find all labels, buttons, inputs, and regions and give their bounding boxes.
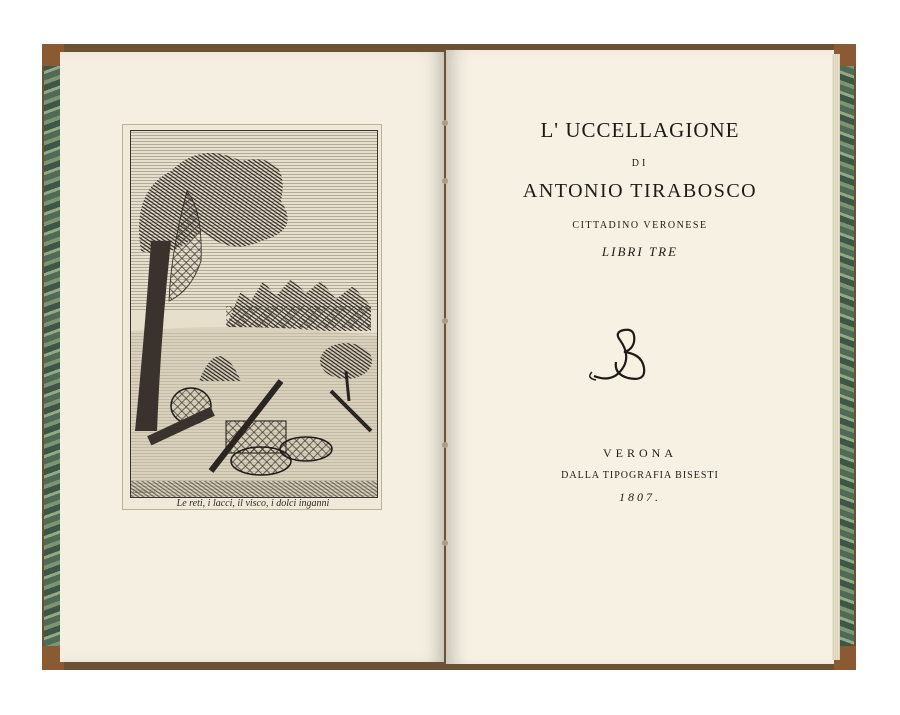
frontispiece-engraving: [130, 130, 378, 498]
printer-monogram-icon: [584, 326, 660, 386]
binding-stitch: [442, 318, 448, 324]
page-edges: [832, 54, 840, 660]
engraving-illustration: [131, 131, 377, 497]
marbled-board-right: [838, 56, 854, 656]
binding-stitch: [442, 540, 448, 546]
engraving-caption: Le reti, i lacci, il visco, i dolci inganni: [176, 498, 330, 509]
imprint-place: VERONA: [603, 446, 677, 460]
book-title: L' UCCELLAGIONE: [540, 118, 740, 142]
imprint-printer: DALLA TIPOGRAFIA BISESTI: [561, 470, 719, 481]
bird-net-screen: [226, 306, 371, 328]
volumes-label: LIBRI TRE: [601, 244, 679, 259]
imprint-year: 1807.: [619, 490, 661, 504]
engraver-signature: Zanotto del.: [132, 490, 157, 495]
by-line: DI: [631, 158, 649, 169]
round-trap: [280, 437, 332, 461]
author-descriptor: CITTADINO VERONESE: [572, 220, 708, 231]
author-name: ANTONIO TIRABOSCO: [522, 180, 758, 202]
